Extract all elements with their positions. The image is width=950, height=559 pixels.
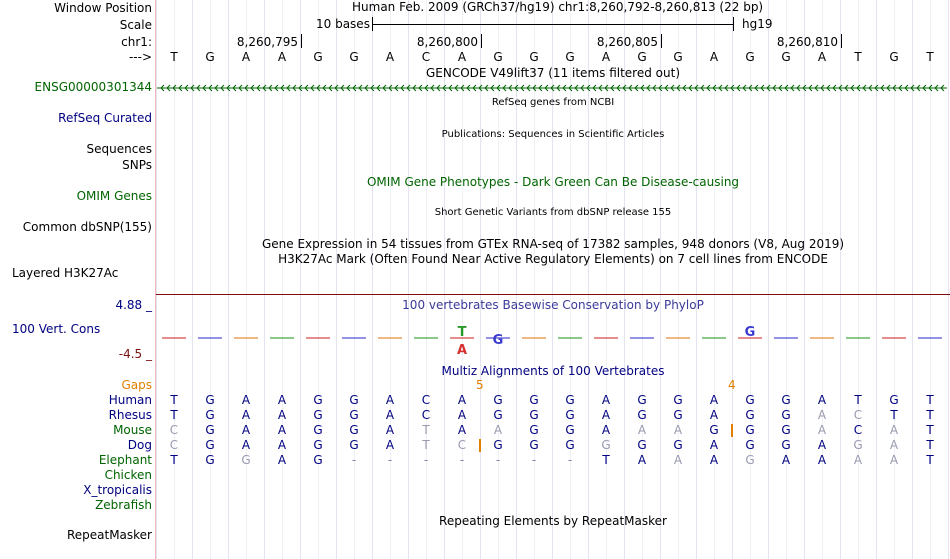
aligned-base: G: [673, 408, 683, 422]
gene-strand-arrows: [157, 81, 947, 95]
aligned-base: G: [205, 453, 215, 467]
species-label[interactable]: X_tropicalis: [83, 483, 152, 497]
aligned-base: G: [205, 438, 215, 452]
aligned-base: G: [709, 423, 719, 437]
aligned-base: T: [890, 408, 898, 422]
aligned-base: G: [529, 423, 539, 437]
aligned-base: A: [709, 408, 719, 422]
gene-track-label[interactable]: ENSG00000301344: [34, 80, 152, 94]
conservation-bar: [558, 337, 582, 339]
aligned-base: A: [277, 423, 287, 437]
omim-track-label[interactable]: OMIM Genes: [76, 189, 152, 203]
species-label[interactable]: Elephant: [98, 453, 152, 467]
aligned-base: C: [421, 393, 431, 407]
insertion-marker: [479, 439, 481, 452]
reference-base: C: [421, 50, 431, 64]
aligned-base: A: [673, 453, 683, 467]
aligned-base: A: [457, 408, 467, 422]
reference-base: G: [637, 50, 647, 64]
aligned-base: G: [565, 438, 575, 452]
conservation-logo-letter: G: [492, 333, 504, 348]
gencode-track-title[interactable]: GENCODE V49lift37 (11 items filtered out): [425, 66, 680, 80]
aligned-base: -: [495, 453, 501, 467]
dbsnp-track-title[interactable]: Short Genetic Variants from dbSNP release 155: [434, 207, 672, 218]
ruler-tick-label: 8,260,805: [596, 35, 658, 49]
aligned-base: A: [241, 408, 251, 422]
snps-track-label[interactable]: SNPs: [122, 158, 152, 172]
conservation-logo-letter: A: [456, 343, 468, 358]
aligned-base: A: [673, 423, 683, 437]
aligned-base: A: [277, 408, 287, 422]
reference-base: G: [565, 50, 575, 64]
aligned-base: -: [387, 453, 393, 467]
ruler-tick-mark: [841, 34, 842, 48]
reference-base: G: [493, 50, 503, 64]
aligned-base: T: [926, 408, 934, 422]
repeatmasker-track-title[interactable]: Repeating Elements by RepeatMasker: [439, 514, 667, 528]
aligned-base: A: [385, 423, 395, 437]
conservation-bar: [666, 337, 690, 339]
aligned-base: T: [926, 423, 934, 437]
aligned-base: A: [601, 408, 611, 422]
aligned-base: G: [349, 393, 359, 407]
h3k27ac-track-title[interactable]: H3K27Ac Mark (Often Found Near Active Regulatory Elements) on 7 cell lines from ENCODE: [278, 252, 828, 266]
aligned-base: A: [889, 438, 899, 452]
phylop-track-title[interactable]: 100 vertebrates Basewise Conservation by PhyloP: [402, 298, 704, 312]
aligned-base: A: [601, 423, 611, 437]
conservation-bar: [198, 337, 222, 339]
aligned-base: T: [422, 438, 430, 452]
species-label[interactable]: Dog: [127, 438, 152, 452]
aligned-base: T: [422, 423, 430, 437]
conservation-bar: [594, 337, 618, 339]
aligned-base: A: [241, 423, 251, 437]
aligned-base: G: [313, 423, 323, 437]
repeatmasker-track-label[interactable]: RepeatMasker: [66, 528, 152, 542]
ruler-tick-label: 8,260,800: [416, 35, 478, 49]
aligned-base: G: [853, 438, 863, 452]
aligned-base: G: [313, 408, 323, 422]
aligned-base: G: [745, 438, 755, 452]
base-grid-line: [948, 0, 949, 559]
aligned-base: G: [637, 393, 647, 407]
ruler-tick-mark: [301, 34, 302, 48]
multiz-track-title[interactable]: Multiz Alignments of 100 Vertebrates: [441, 364, 665, 378]
chrom-label: chr1:: [121, 35, 152, 49]
conservation-max-label: 4.88 _: [115, 298, 152, 312]
reference-base: A: [457, 50, 467, 64]
reference-base: G: [781, 50, 791, 64]
aligned-base: A: [637, 453, 647, 467]
aligned-base: A: [277, 393, 287, 407]
species-label[interactable]: Mouse: [113, 423, 152, 437]
conservation-bar: [882, 337, 906, 339]
aligned-base: A: [457, 423, 467, 437]
aligned-base: T: [170, 408, 178, 422]
reference-base: G: [313, 50, 323, 64]
reference-base: A: [277, 50, 287, 64]
aligned-base: G: [781, 393, 791, 407]
assembly-label: hg19: [742, 17, 773, 31]
aligned-base: A: [817, 393, 827, 407]
aligned-base: C: [169, 423, 179, 437]
gap-count: 5: [476, 378, 484, 392]
aligned-base: G: [781, 408, 791, 422]
species-label[interactable]: Human: [108, 393, 152, 407]
window-position-text: Human Feb. 2009 (GRCh37/hg19) chr1:8,260,792-8,260,813 (22 bp): [352, 0, 764, 14]
aligned-base: G: [493, 438, 503, 452]
gap-count: 4: [728, 378, 736, 392]
gaps-label: Gaps: [121, 378, 152, 392]
aligned-base: A: [601, 393, 611, 407]
reference-base: T: [854, 50, 862, 64]
aligned-base: G: [781, 423, 791, 437]
aligned-base: A: [277, 453, 287, 467]
dbsnp-track-label[interactable]: Common dbSNP(155): [22, 220, 152, 234]
aligned-base: C: [421, 408, 431, 422]
reference-base: A: [241, 50, 251, 64]
conservation-bar: [162, 337, 186, 339]
aligned-base: G: [565, 408, 575, 422]
ruler-tick-mark: [661, 34, 662, 48]
aligned-base: A: [817, 423, 827, 437]
aligned-base: G: [349, 438, 359, 452]
aligned-base: A: [277, 438, 287, 452]
aligned-base: -: [567, 453, 573, 467]
aligned-base: G: [745, 393, 755, 407]
aligned-base: A: [709, 453, 719, 467]
reference-base: A: [817, 50, 827, 64]
reference-base: T: [926, 50, 934, 64]
reference-base: G: [349, 50, 359, 64]
aligned-base: G: [673, 393, 683, 407]
aligned-base: A: [241, 393, 251, 407]
aligned-base: G: [565, 393, 575, 407]
conservation-bar: [306, 337, 330, 339]
omim-track-title[interactable]: OMIM Gene Phenotypes - Dark Green Can Be Disease-causing: [366, 175, 740, 189]
conservation-min-label: -4.5 _: [118, 347, 152, 361]
reference-base: G: [673, 50, 683, 64]
aligned-base: T: [170, 393, 178, 407]
aligned-base: A: [817, 453, 827, 467]
aligned-base: A: [385, 438, 395, 452]
aligned-base: -: [531, 453, 537, 467]
aligned-base: A: [709, 393, 719, 407]
species-label[interactable]: Zebrafish: [95, 498, 152, 512]
reference-base: A: [385, 50, 395, 64]
reference-base: G: [529, 50, 539, 64]
conservation-bar: [918, 337, 942, 339]
conservation-bar: [522, 337, 546, 339]
refseq-track-title[interactable]: RefSeq genes from NCBI: [491, 97, 615, 108]
aligned-base: G: [529, 393, 539, 407]
aligned-base: G: [241, 453, 251, 467]
aligned-base: G: [313, 438, 323, 452]
conservation-logo-letter: T: [457, 325, 467, 340]
ruler-tick-label: 8,260,795: [236, 35, 298, 49]
reference-base: A: [601, 50, 611, 64]
conservation-bar: [630, 337, 654, 339]
reference-base: G: [205, 50, 215, 64]
aligned-base: G: [205, 408, 215, 422]
publications-track-title[interactable]: Publications: Sequences in Scientific Articles: [441, 129, 665, 140]
conservation-bar: [810, 337, 834, 339]
conservation-bar: [774, 337, 798, 339]
conservation-logo-letter: G: [744, 325, 756, 340]
aligned-base: G: [205, 423, 215, 437]
aligned-base: A: [385, 393, 395, 407]
aligned-base: C: [169, 438, 179, 452]
aligned-base: G: [745, 453, 755, 467]
ruler-tick-mark: [481, 34, 482, 48]
species-label[interactable]: Rhesus: [108, 408, 152, 422]
conservation-bars: [157, 318, 947, 358]
refseq-track-label[interactable]: RefSeq Curated: [58, 111, 152, 125]
reference-base: G: [889, 50, 899, 64]
insertion-marker: [731, 424, 733, 437]
aligned-base: T: [170, 453, 178, 467]
reference-base: T: [170, 50, 178, 64]
aligned-base: A: [781, 453, 791, 467]
aligned-base: T: [926, 438, 934, 452]
aligned-base: T: [854, 393, 862, 407]
aligned-base: A: [637, 423, 647, 437]
aligned-base: G: [601, 438, 611, 452]
aligned-base: G: [565, 423, 575, 437]
aligned-base: G: [349, 423, 359, 437]
aligned-base: -: [423, 453, 429, 467]
aligned-base: G: [637, 438, 647, 452]
aligned-base: G: [745, 423, 755, 437]
scale-label: Scale: [119, 18, 152, 32]
aligned-base: A: [889, 423, 899, 437]
conservation-bar: [702, 337, 726, 339]
aligned-base: G: [889, 393, 899, 407]
conservation-bar: [414, 337, 438, 339]
aligned-base: G: [529, 438, 539, 452]
conservation-track-label[interactable]: 100 Vert. Cons: [12, 322, 101, 336]
aligned-base: A: [457, 393, 467, 407]
reference-base: G: [745, 50, 755, 64]
gtex-track-title[interactable]: Gene Expression in 54 tissues from GTEx RNA-seq of 17382 samples, 948 donors (V8, Aug 2019): [261, 237, 845, 251]
aligned-base: G: [313, 393, 323, 407]
phylop-conservation-graph[interactable]: [157, 318, 947, 358]
strand-label: --->: [128, 50, 152, 64]
aligned-base: C: [853, 408, 863, 422]
aligned-base: C: [457, 438, 467, 452]
aligned-base: A: [817, 438, 827, 452]
aligned-base: G: [313, 453, 323, 467]
scale-bar: [372, 17, 734, 31]
h3k27ac-track-label[interactable]: Layered H3K27Ac: [12, 266, 119, 280]
conservation-bar: [846, 337, 870, 339]
aligned-base: G: [493, 393, 503, 407]
aligned-base: T: [926, 393, 934, 407]
aligned-base: A: [709, 438, 719, 452]
sequences-track-label[interactable]: Sequences: [86, 142, 152, 156]
aligned-base: C: [853, 423, 863, 437]
aligned-base: T: [926, 453, 934, 467]
aligned-base: A: [385, 408, 395, 422]
aligned-base: G: [637, 408, 647, 422]
aligned-base: G: [745, 408, 755, 422]
conservation-bar: [270, 337, 294, 339]
aligned-base: G: [529, 408, 539, 422]
species-label[interactable]: Chicken: [104, 468, 152, 482]
aligned-base: G: [349, 408, 359, 422]
aligned-base: G: [205, 393, 215, 407]
aligned-base: G: [673, 438, 683, 452]
conservation-bar: [342, 337, 366, 339]
window-position-label: Window Position: [54, 1, 152, 15]
aligned-base: A: [493, 423, 503, 437]
aligned-base: A: [817, 408, 827, 422]
aligned-base: -: [459, 453, 465, 467]
aligned-base: A: [889, 453, 899, 467]
gene-feature-line[interactable]: [157, 81, 947, 95]
ruler-tick-label: 8,260,810: [776, 35, 838, 49]
aligned-base: A: [241, 438, 251, 452]
aligned-base: G: [781, 438, 791, 452]
scale-bar-label: 10 bases: [316, 17, 370, 31]
track-separator: [156, 294, 950, 295]
aligned-base: G: [493, 408, 503, 422]
conservation-bar: [234, 337, 258, 339]
aligned-base: -: [351, 453, 357, 467]
conservation-bar: [378, 337, 402, 339]
reference-base: A: [709, 50, 719, 64]
aligned-base: T: [602, 453, 610, 467]
aligned-base: A: [853, 453, 863, 467]
